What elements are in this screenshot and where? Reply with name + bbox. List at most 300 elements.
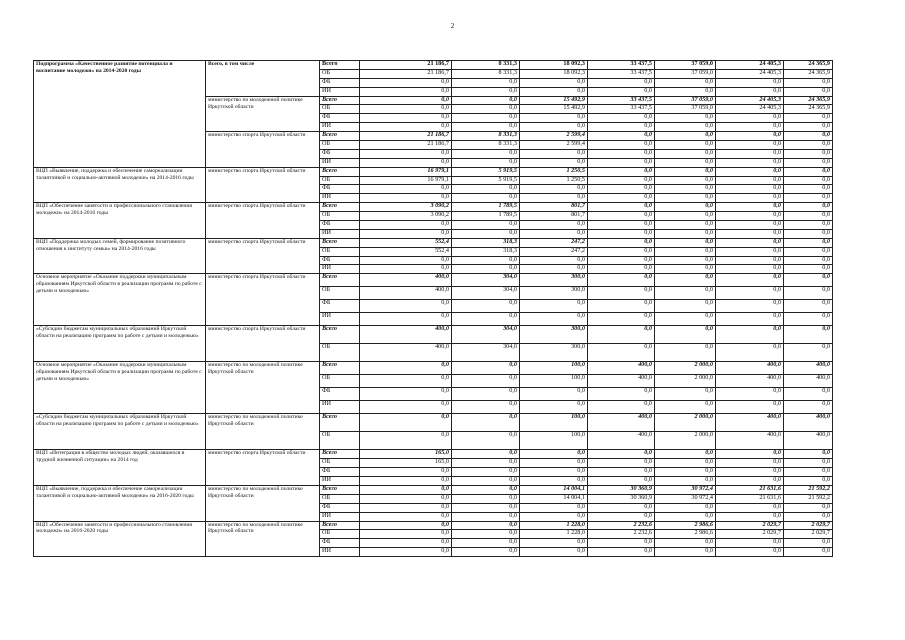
amount-cell: 0,0	[588, 503, 655, 512]
amount-cell: 400,0	[588, 432, 655, 450]
funding-source-cell: Всего	[320, 167, 360, 176]
amount-cell: 0,0	[520, 265, 588, 274]
amount-cell: 0,0	[588, 274, 655, 287]
executor-cell: министерство спорта Иркутской области	[206, 132, 320, 168]
amount-cell: 0,0	[655, 468, 716, 477]
amount-cell: 0,0	[784, 176, 833, 185]
amount-cell: 0,0	[784, 185, 833, 194]
amount-cell: 0,0	[452, 485, 520, 494]
funding-source-cell: ФБ	[320, 78, 360, 87]
amount-cell: 0,0	[360, 375, 452, 388]
amount-cell: 400,0	[360, 344, 452, 362]
amount-cell: 0,0	[588, 459, 655, 468]
amount-cell: 0,0	[655, 274, 716, 287]
amount-cell: 0,0	[784, 212, 833, 221]
amount-cell: 0,0	[588, 256, 655, 265]
amount-cell: 0,0	[784, 194, 833, 203]
funding-source-cell: ОБ	[320, 247, 360, 256]
amount-cell: 0,0	[784, 265, 833, 274]
amount-cell: 0,0	[784, 149, 833, 158]
amount-cell: 0,0	[655, 512, 716, 521]
amount-cell: 0,0	[520, 459, 588, 468]
amount-cell: 0,0	[360, 530, 452, 539]
amount-cell: 0,0	[655, 212, 716, 221]
amount-cell: 400,0	[784, 432, 833, 450]
funding-source-cell: Всего	[320, 61, 360, 70]
amount-cell: 0,0	[360, 300, 452, 313]
program-name-cell: ВЦП «Интеграция в общество молодых людей, оказавшихся в трудной жизненной ситуации» на 2014 год	[34, 450, 206, 486]
amount-cell: 24 365,9	[784, 96, 833, 105]
amount-cell: 0,0	[360, 78, 452, 87]
funding-source-cell: ИИ	[320, 548, 360, 557]
amount-cell: 0,0	[452, 414, 520, 432]
amount-cell: 15 492,9	[520, 105, 588, 114]
amount-cell: 0,0	[655, 388, 716, 401]
amount-cell: 0,0	[452, 362, 520, 375]
amount-cell: 0,0	[360, 494, 452, 503]
amount-cell: 0,0	[716, 326, 784, 344]
amount-cell: 0,0	[520, 313, 588, 326]
amount-cell: 24 405,3	[716, 105, 784, 114]
amount-cell: 37 059,0	[655, 69, 716, 78]
amount-cell: 0,0	[452, 256, 520, 265]
program-name-cell: ВЦП «Обеспечение занятости и профессионального становления молодежи» на 2014-2016 годы	[34, 203, 206, 239]
program-name-cell: ВЦП «Обеспечение занятости и профессионального становления молодежи» на 2016-2020 годы	[34, 521, 206, 557]
executor-cell: министерство по молодежной политике Иркутской области	[206, 485, 320, 521]
amount-cell: 0,0	[784, 388, 833, 401]
amount-cell: 0,0	[716, 539, 784, 548]
amount-cell: 400,0	[360, 287, 452, 300]
amount-cell: 30 360,9	[588, 485, 655, 494]
amount-cell: 165,0	[360, 450, 452, 459]
amount-cell: 0,0	[452, 123, 520, 132]
funding-source-cell: ФБ	[320, 114, 360, 123]
amount-cell: 0,0	[452, 539, 520, 548]
amount-cell: 0,0	[784, 238, 833, 247]
amount-cell: 0,0	[716, 401, 784, 414]
amount-cell: 2 000,0	[655, 414, 716, 432]
amount-cell: 0,0	[655, 78, 716, 87]
funding-source-cell: Всего	[320, 203, 360, 212]
amount-cell: 0,0	[588, 287, 655, 300]
amount-cell: 0,0	[716, 123, 784, 132]
amount-cell: 0,0	[655, 158, 716, 167]
amount-cell: 2 599,4	[520, 132, 588, 141]
amount-cell: 0,0	[360, 548, 452, 557]
amount-cell: 0,0	[452, 503, 520, 512]
amount-cell: 0,0	[784, 344, 833, 362]
amount-cell: 30 972,4	[655, 485, 716, 494]
amount-cell: 100,0	[520, 362, 588, 375]
amount-cell: 0,0	[655, 503, 716, 512]
amount-cell: 400,0	[784, 414, 833, 432]
amount-cell: 0,0	[360, 185, 452, 194]
amount-cell: 0,0	[655, 450, 716, 459]
funding-source-cell: ОБ	[320, 432, 360, 450]
amount-cell: 0,0	[452, 548, 520, 557]
funding-source-cell: Всего	[320, 485, 360, 494]
amount-cell: 0,0	[784, 123, 833, 132]
amount-cell: 0,0	[655, 176, 716, 185]
amount-cell: 0,0	[655, 221, 716, 230]
funding-source-cell: ФБ	[320, 300, 360, 313]
amount-cell: 0,0	[655, 287, 716, 300]
amount-cell: 0,0	[784, 539, 833, 548]
table-row	[34, 61, 833, 70]
amount-cell: 24 365,9	[784, 61, 833, 70]
amount-cell: 0,0	[360, 96, 452, 105]
funding-source-cell: ФБ	[320, 468, 360, 477]
budget-table-body	[34, 61, 833, 557]
amount-cell: 304,0	[452, 287, 520, 300]
amount-cell: 0,0	[588, 185, 655, 194]
amount-cell: 0,0	[716, 203, 784, 212]
funding-source-cell: Всего	[320, 450, 360, 459]
funding-source-cell: ИИ	[320, 158, 360, 167]
amount-cell: 0,0	[520, 87, 588, 96]
amount-cell: 400,0	[588, 375, 655, 388]
amount-cell: 0,0	[452, 313, 520, 326]
amount-cell: 0,0	[716, 194, 784, 203]
amount-cell: 0,0	[716, 274, 784, 287]
amount-cell: 0,0	[588, 265, 655, 274]
amount-cell: 0,0	[360, 194, 452, 203]
amount-cell: 0,0	[716, 212, 784, 221]
amount-cell: 0,0	[520, 512, 588, 521]
amount-cell: 0,0	[360, 432, 452, 450]
amount-cell: 0,0	[360, 521, 452, 530]
funding-source-cell: ФБ	[320, 503, 360, 512]
executor-cell: министерство по молодежной политике Иркутской области	[206, 521, 320, 557]
amount-cell: 33 437,5	[588, 96, 655, 105]
amount-cell: 0,0	[452, 450, 520, 459]
amount-cell: 0,0	[655, 477, 716, 486]
amount-cell: 0,0	[716, 512, 784, 521]
amount-cell: 0,0	[588, 300, 655, 313]
funding-source-cell: ФБ	[320, 539, 360, 548]
amount-cell: 0,0	[360, 229, 452, 238]
amount-cell: 0,0	[716, 176, 784, 185]
amount-cell: 0,0	[360, 149, 452, 158]
amount-cell: 0,0	[784, 326, 833, 344]
amount-cell: 0,0	[716, 300, 784, 313]
amount-cell: 0,0	[588, 132, 655, 141]
amount-cell: 0,0	[452, 388, 520, 401]
amount-cell: 0,0	[655, 203, 716, 212]
amount-cell: 0,0	[716, 468, 784, 477]
amount-cell: 0,0	[452, 265, 520, 274]
amount-cell: 0,0	[520, 114, 588, 123]
amount-cell: 0,0	[588, 238, 655, 247]
program-name-cell: Подпрограмма «Качественное развитие потенциала и воспитание молодежи» на 2014-2020 годы	[34, 61, 206, 168]
amount-cell: 24 405,3	[716, 69, 784, 78]
amount-cell: 0,0	[360, 123, 452, 132]
amount-cell: 0,0	[716, 78, 784, 87]
amount-cell: 0,0	[520, 185, 588, 194]
funding-source-cell: ФБ	[320, 185, 360, 194]
program-name-cell: Основное мероприятие «Оказание поддержки муниципальным образованиям Иркутской области в реализации программ по работе с детьми и молодежью»	[34, 274, 206, 326]
amount-cell: 0,0	[655, 238, 716, 247]
amount-cell: 0,0	[655, 132, 716, 141]
amount-cell: 0,0	[588, 477, 655, 486]
funding-source-cell: ИИ	[320, 477, 360, 486]
amount-cell: 0,0	[716, 287, 784, 300]
amount-cell: 0,0	[452, 521, 520, 530]
program-name-cell: «Субсидии бюджетам муниципальных образований Иркутской области на реализацию программ по работе с детьми и молодежью»	[34, 414, 206, 450]
amount-cell: 400,0	[588, 414, 655, 432]
funding-source-cell: ИИ	[320, 87, 360, 96]
executor-cell: министерство спорта Иркутской области	[206, 274, 320, 326]
amount-cell: 0,0	[360, 87, 452, 96]
amount-cell: 0,0	[452, 459, 520, 468]
amount-cell: 0,0	[588, 247, 655, 256]
amount-cell: 0,0	[520, 229, 588, 238]
amount-cell: 2 000,0	[655, 375, 716, 388]
amount-cell: 0,0	[716, 477, 784, 486]
amount-cell: 0,0	[716, 265, 784, 274]
amount-cell: 0,0	[360, 158, 452, 167]
amount-cell: 304,0	[452, 344, 520, 362]
funding-source-cell: Всего	[320, 238, 360, 247]
funding-source-cell: ОБ	[320, 287, 360, 300]
funding-source-cell: ОБ	[320, 494, 360, 503]
amount-cell: 0,0	[784, 450, 833, 459]
funding-source-cell: Всего	[320, 362, 360, 375]
amount-cell: 24 405,3	[716, 96, 784, 105]
amount-cell: 0,0	[452, 114, 520, 123]
amount-cell: 37 059,0	[655, 105, 716, 114]
amount-cell: 400,0	[360, 274, 452, 287]
funding-source-cell: ОБ	[320, 459, 360, 468]
amount-cell: 21 186,7	[360, 141, 452, 150]
funding-source-cell: ФБ	[320, 149, 360, 158]
amount-cell: 0,0	[655, 300, 716, 313]
amount-cell: 0,0	[520, 256, 588, 265]
amount-cell: 0,0	[452, 477, 520, 486]
amount-cell: 2 000,0	[655, 362, 716, 375]
amount-cell: 3 090,2	[360, 203, 452, 212]
amount-cell: 0,0	[716, 229, 784, 238]
amount-cell: 0,0	[588, 221, 655, 230]
amount-cell: 0,0	[784, 167, 833, 176]
amount-cell: 3 090,2	[360, 212, 452, 221]
amount-cell: 165,0	[360, 459, 452, 468]
amount-cell: 0,0	[784, 274, 833, 287]
amount-cell: 0,0	[655, 265, 716, 274]
amount-cell: 0,0	[588, 176, 655, 185]
table-row	[34, 414, 833, 432]
amount-cell: 0,0	[655, 114, 716, 123]
amount-cell: 1 789,5	[452, 203, 520, 212]
amount-cell: 0,0	[784, 114, 833, 123]
amount-cell: 0,0	[588, 78, 655, 87]
amount-cell: 0,0	[588, 158, 655, 167]
table-row	[34, 238, 833, 247]
amount-cell: 30 360,9	[588, 494, 655, 503]
amount-cell: 0,0	[452, 401, 520, 414]
funding-source-cell: ОБ	[320, 141, 360, 150]
table-row	[34, 203, 833, 212]
program-name-cell: ВЦП «Выявление, поддержка и обеспечение самореализации талантливой и социально-активной молодежи» на 2016-2020 годы	[34, 485, 206, 521]
amount-cell: 2 986,6	[655, 530, 716, 539]
amount-cell: 0,0	[360, 414, 452, 432]
amount-cell: 2 986,6	[655, 521, 716, 530]
amount-cell: 0,0	[520, 539, 588, 548]
amount-cell: 0,0	[655, 247, 716, 256]
amount-cell: 24 405,3	[716, 61, 784, 70]
amount-cell: 0,0	[360, 362, 452, 375]
amount-cell: 0,0	[716, 132, 784, 141]
amount-cell: 30 972,4	[655, 494, 716, 503]
amount-cell: 0,0	[520, 194, 588, 203]
funding-source-cell: ФБ	[320, 256, 360, 265]
amount-cell: 0,0	[784, 477, 833, 486]
executor-cell: министерство спорта Иркутской области	[206, 450, 320, 486]
amount-cell: 0,0	[716, 548, 784, 557]
amount-cell: 0,0	[588, 203, 655, 212]
amount-cell: 0,0	[588, 450, 655, 459]
amount-cell: 0,0	[655, 194, 716, 203]
amount-cell: 0,0	[452, 432, 520, 450]
amount-cell: 0,0	[784, 313, 833, 326]
amount-cell: 0,0	[360, 477, 452, 486]
amount-cell: 304,0	[452, 274, 520, 287]
funding-source-cell: ИИ	[320, 194, 360, 203]
amount-cell: 0,0	[655, 459, 716, 468]
funding-source-cell: Всего	[320, 326, 360, 344]
funding-source-cell: ФБ	[320, 388, 360, 401]
amount-cell: 247,2	[520, 238, 588, 247]
amount-cell: 0,0	[716, 344, 784, 362]
amount-cell: 300,0	[520, 344, 588, 362]
amount-cell: 33 437,5	[588, 105, 655, 114]
amount-cell: 0,0	[452, 300, 520, 313]
budget-table	[33, 60, 833, 557]
amount-cell: 0,0	[588, 194, 655, 203]
amount-cell: 552,4	[360, 238, 452, 247]
table-row	[34, 450, 833, 459]
amount-cell: 14 004,1	[520, 485, 588, 494]
funding-source-cell: ИИ	[320, 123, 360, 132]
amount-cell: 100,0	[520, 414, 588, 432]
funding-source-cell: Всего	[320, 414, 360, 432]
funding-source-cell: Всего	[320, 521, 360, 530]
amount-cell: 2 029,7	[716, 530, 784, 539]
amount-cell: 400,0	[784, 375, 833, 388]
amount-cell: 8 331,3	[452, 132, 520, 141]
funding-source-cell: ОБ	[320, 375, 360, 388]
amount-cell: 18 092,3	[520, 69, 588, 78]
amount-cell: 0,0	[655, 256, 716, 265]
amount-cell: 0,0	[716, 158, 784, 167]
amount-cell: 2 599,4	[520, 141, 588, 150]
amount-cell: 0,0	[588, 388, 655, 401]
amount-cell: 21 631,6	[716, 485, 784, 494]
amount-cell: 0,0	[716, 450, 784, 459]
amount-cell: 0,0	[588, 326, 655, 344]
amount-cell: 5 919,5	[452, 167, 520, 176]
funding-source-cell: ОБ	[320, 212, 360, 221]
table-row	[34, 521, 833, 530]
amount-cell: 37 059,0	[655, 61, 716, 70]
amount-cell: 0,0	[784, 158, 833, 167]
amount-cell: 0,0	[520, 149, 588, 158]
amount-cell: 0,0	[360, 221, 452, 230]
amount-cell: 0,0	[452, 494, 520, 503]
table-row	[34, 362, 833, 375]
amount-cell: 1 228,0	[520, 521, 588, 530]
executor-cell: министерство спорта Иркутской области	[206, 326, 320, 362]
amount-cell: 0,0	[784, 468, 833, 477]
amount-cell: 0,0	[588, 167, 655, 176]
amount-cell: 18 092,3	[520, 61, 588, 70]
amount-cell: 0,0	[360, 265, 452, 274]
amount-cell: 1 250,5	[520, 176, 588, 185]
amount-cell: 318,3	[452, 238, 520, 247]
amount-cell: 21 186,7	[360, 132, 452, 141]
amount-cell: 0,0	[588, 548, 655, 557]
amount-cell: 0,0	[452, 229, 520, 238]
amount-cell: 33 437,5	[588, 69, 655, 78]
executor-cell: министерство по молодежной политике Иркутской области	[206, 414, 320, 450]
amount-cell: 16 979,1	[360, 176, 452, 185]
amount-cell: 0,0	[452, 194, 520, 203]
amount-cell: 0,0	[360, 503, 452, 512]
executor-cell: министерство по молодежной политике Иркутской области	[206, 362, 320, 414]
amount-cell: 0,0	[452, 375, 520, 388]
amount-cell: 0,0	[360, 468, 452, 477]
amount-cell: 0,0	[784, 221, 833, 230]
amount-cell: 8 331,3	[452, 141, 520, 150]
table-row	[34, 485, 833, 494]
amount-cell: 0,0	[452, 512, 520, 521]
amount-cell: 0,0	[588, 468, 655, 477]
amount-cell: 0,0	[520, 503, 588, 512]
amount-cell: 0,0	[784, 132, 833, 141]
amount-cell: 0,0	[716, 221, 784, 230]
amount-cell: 0,0	[655, 123, 716, 132]
amount-cell: 100,0	[520, 375, 588, 388]
amount-cell: 100,0	[520, 432, 588, 450]
amount-cell: 400,0	[716, 414, 784, 432]
amount-cell: 801,7	[520, 212, 588, 221]
amount-cell: 300,0	[520, 326, 588, 344]
amount-cell: 0,0	[360, 313, 452, 326]
amount-cell: 0,0	[655, 539, 716, 548]
amount-cell: 400,0	[360, 326, 452, 344]
amount-cell: 300,0	[520, 287, 588, 300]
amount-cell: 0,0	[452, 87, 520, 96]
amount-cell: 0,0	[716, 503, 784, 512]
amount-cell: 1 250,5	[520, 167, 588, 176]
amount-cell: 0,0	[452, 158, 520, 167]
amount-cell: 21 186,7	[360, 61, 452, 70]
amount-cell: 0,0	[588, 344, 655, 362]
page-number: 2	[450, 22, 455, 30]
amount-cell: 8 331,3	[452, 61, 520, 70]
funding-source-cell: ИИ	[320, 265, 360, 274]
amount-cell: 2 000,0	[655, 432, 716, 450]
amount-cell: 400,0	[716, 432, 784, 450]
amount-cell: 0,0	[784, 503, 833, 512]
amount-cell: 801,7	[520, 203, 588, 212]
amount-cell: 0,0	[784, 229, 833, 238]
amount-cell: 24 365,9	[784, 69, 833, 78]
amount-cell: 0,0	[655, 87, 716, 96]
funding-source-cell: ОБ	[320, 530, 360, 539]
amount-cell: 0,0	[360, 388, 452, 401]
amount-cell: 400,0	[784, 362, 833, 375]
